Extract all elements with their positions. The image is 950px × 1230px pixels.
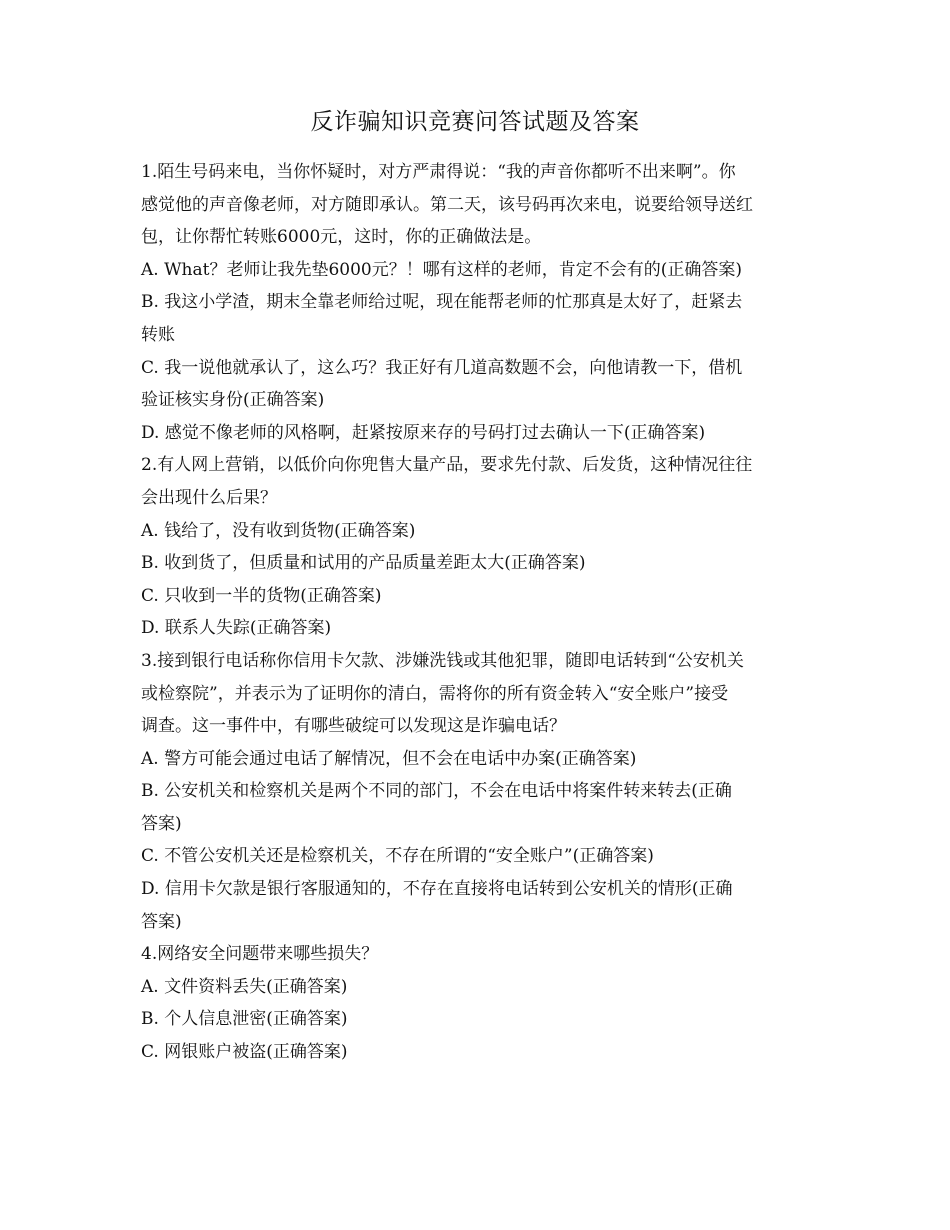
text-line-6: 转账 — [141, 324, 175, 345]
text-line-20: B. 公安机关和检察机关是两个不同的部门，不会在电话中将案件转来转去(正确 — [141, 781, 732, 802]
text-line-24: 答案) — [141, 911, 182, 932]
document-title: 反诈骗知识竞赛问答试题及答案 — [310, 109, 640, 135]
text-line-23: D. 信用卡欠款是银行客服通知的，不存在直接将电话转到公安机关的情形(正确 — [141, 879, 733, 900]
text-line-12: A. 钱给了，没有收到货物(正确答案) — [141, 520, 416, 541]
text-line-10: 2.有人网上营销，以低价向你兜售大量产品，要求先付款、后发货，这种情况往往 — [141, 455, 753, 476]
text-line-19: A. 警方可能会通过电话了解情况，但不会在电话中办案(正确答案) — [141, 748, 637, 769]
text-line-25: 4.网络安全问题带来哪些损失？ — [141, 944, 379, 965]
text-line-26: A. 文件资料丢失(正确答案) — [141, 976, 348, 997]
text-line-22: C. 不管公安机关还是检察机关，不存在所谓的“安全账户”(正确答案) — [141, 846, 654, 867]
text-line-17: 或检察院”，并表示为了证明你的清白，需将你的所有资金转入“安全账户”接受 — [141, 683, 729, 704]
text-line-28: C. 网银账户被盗(正确答案) — [141, 1042, 348, 1063]
document-body — [141, 156, 817, 1069]
text-line-14: C. 只收到一半的货物(正确答案) — [141, 585, 382, 606]
text-line-3: 包，让你帮忙转账6000元，这时，你的正确做法是。 — [141, 227, 542, 248]
text-line-9: D. 感觉不像老师的风格啊，赶紧按原来存的号码打过去确认一下(正确答案) — [141, 422, 706, 443]
text-line-18: 调查。这一事件中，有哪些破绽可以发现这是诈骗电话？ — [141, 716, 566, 737]
text-line-8: 验证核实身份(正确答案) — [141, 390, 325, 411]
text-line-16: 3.接到银行电话称你信用卡欠款、涉嫌洗钱或其他犯罪，随即电话转到“公安机关 — [141, 650, 744, 671]
text-line-5: B. 我这小学渣，期末全靠老师给过呢，现在能帮老师的忙那真是太好了，赶紧去 — [141, 292, 743, 313]
text-line-2: 感觉他的声音像老师，对方随即承认。第二天，该号码再次来电，说要给领导送红 — [141, 194, 753, 215]
text-line-1: 1.陌生号码来电，当你怀疑时，对方严肃得说：“我的声音你都听不出来啊”。你 — [141, 162, 736, 182]
text-line-15: D. 联系人失踪(正确答案) — [141, 618, 332, 639]
text-line-4: A. What？老师让我先垫6000元？！哪有这样的老师，肯定不会有的(正确答案) — [141, 259, 743, 280]
text-line-27: B. 个人信息泄密(正确答案) — [141, 1009, 348, 1030]
text-line-13: B. 收到货了，但质量和试用的产品质量差距太大(正确答案) — [141, 553, 586, 574]
text-line-11: 会出现什么后果？ — [141, 487, 277, 508]
text-line-21: 答案) — [141, 813, 182, 834]
text-line-7: C. 我一说他就承认了，这么巧？我正好有几道高数题不会，向他请教一下，借机 — [141, 357, 743, 378]
